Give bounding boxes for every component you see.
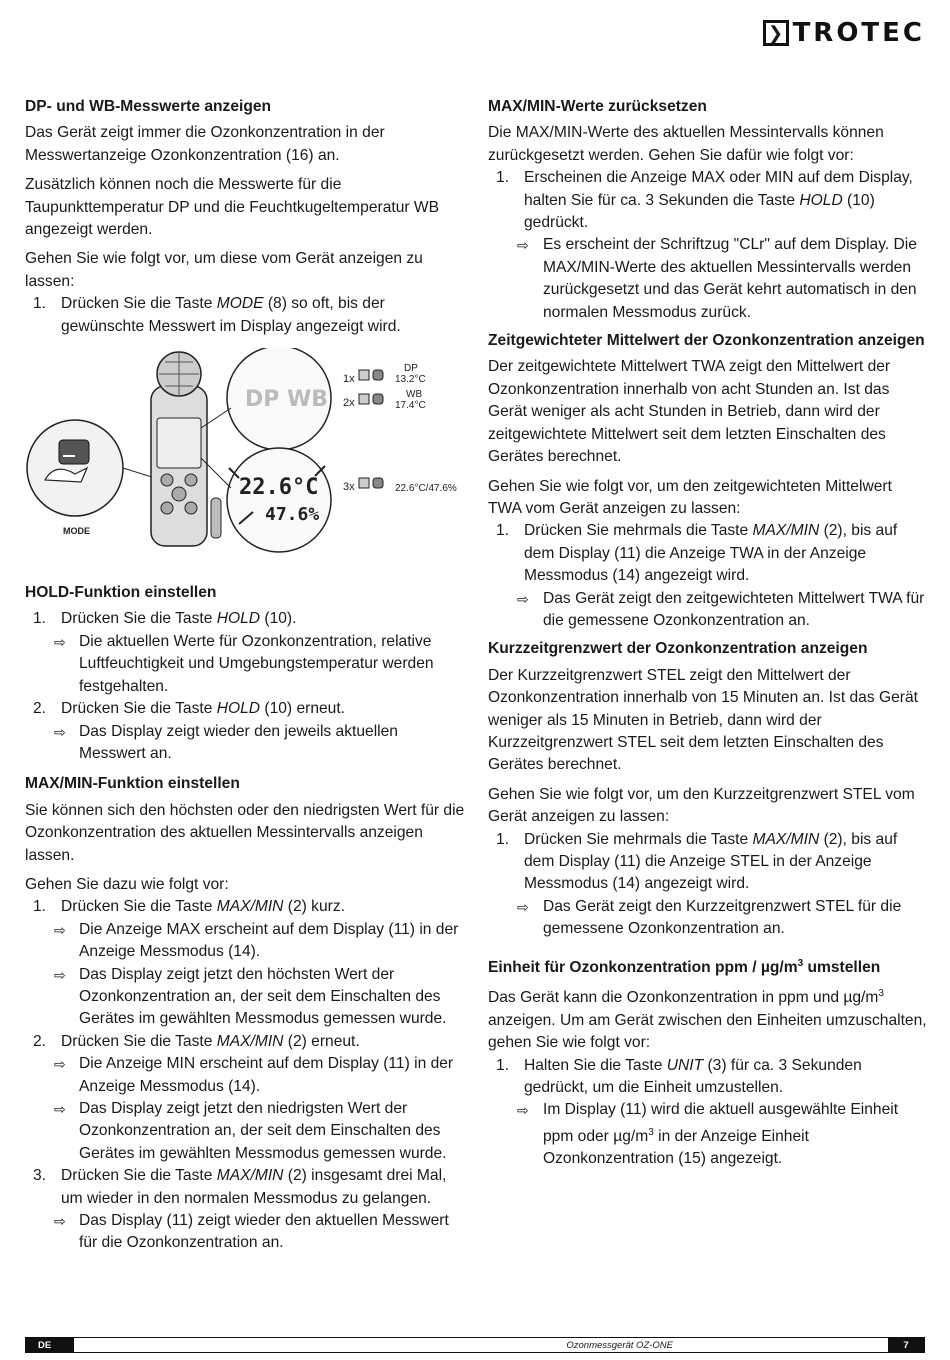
paragraph: Der Kurzzeitgrenzwert STEL zeigt den Mittelwert der Ozonkonzentration innerhalb von 15 Minuten an. Ist das Gerät weniger als 15 Minuten in Betrieb, dann wird der Kurzzeitgrenzwert STEL seit dem letzten Einschalten des Gerätes berechnet. xyxy=(488,666,918,774)
step-item xyxy=(488,167,928,234)
arrow-right-outline-icon: ⇨ xyxy=(54,966,66,983)
press-count-2: 2x xyxy=(343,397,355,410)
paragraph-text: Das Gerät kann die Ozonkonzentration in ppm und µg/m xyxy=(488,989,879,1007)
title-text: umstellen xyxy=(803,958,881,976)
paragraph: Der zeitgewichtete Mittelwert TWA zeigt den Mittelwert der Ozonkonzentration innerhalb von acht Stunden an. Ist das Gerät weniger als acht Stunden in Betrieb, dann wird der zeitgewichtete Mittelwert seit dem letzten Einschalten des Gerätes berechnet. xyxy=(488,358,891,466)
key-name: MAX/MIN xyxy=(216,1167,284,1185)
arrow-right-outline-icon: ⇨ xyxy=(517,237,529,254)
paragraph: Die MAX/MIN-Werte des aktuellen Messintervalls können zurückgesetzt werden. Gehen Sie dafür wie folgt vor: xyxy=(488,124,884,164)
section-title-unit xyxy=(488,953,928,980)
step-text: (2) insgesamt drei Mal, um wieder in den normalen Messmodus zu gelangen. xyxy=(61,1167,447,1207)
result-item xyxy=(25,919,465,964)
key-name: HOLD xyxy=(799,191,843,209)
press-icons xyxy=(359,370,383,488)
step-text: Drücken Sie mehrmals die Taste xyxy=(524,830,753,848)
step-text: Erscheinen die Anzeige MAX oder MIN auf dem Display, halten Sie für ca. 3 Sekunden die Taste xyxy=(524,169,913,209)
arrow-right-outline-icon: ⇨ xyxy=(54,633,66,650)
key-name: MAX/MIN xyxy=(752,522,820,540)
key-name: UNIT xyxy=(666,1056,704,1074)
device-figure xyxy=(25,348,465,568)
press-count-1: 1x xyxy=(343,373,355,386)
step-item xyxy=(488,829,928,896)
result-item xyxy=(488,896,928,941)
superscript: 3 xyxy=(878,988,884,1000)
step-number: 2. xyxy=(33,700,47,718)
result-item xyxy=(25,631,465,698)
result-item xyxy=(25,721,465,766)
step-text: (2), bis auf dem Display (11) die Anzeige TWA in der Anzeige Messmodus (14) angezeigt wird. xyxy=(524,522,898,585)
right-column xyxy=(488,96,928,1171)
paragraph: Gehen Sie wie folgt vor, um diese vom Gerät anzeigen zu lassen: xyxy=(25,250,423,290)
step-item xyxy=(488,520,928,587)
step-text: (10) erneut. xyxy=(260,700,346,718)
section-title-hold: HOLD-Funktion einstellen xyxy=(25,584,217,602)
arrow-right-outline-icon: ⇨ xyxy=(54,1213,66,1230)
result-text: Das Display zeigt jetzt den niedrigsten Wert der Ozonkonzentration an, der seit dem Einschalten des Gerätes im gewählten Messmodus gemessen wurde. xyxy=(79,1100,447,1162)
svg-text:47.6%: 47.6% xyxy=(265,504,320,526)
result-item xyxy=(488,234,928,324)
step-item xyxy=(25,1165,465,1210)
step-number: 3. xyxy=(33,1167,47,1185)
paragraph: Zusätzlich können noch die Messwerte für die Taupunkttemperatur DP und die Feuchtkugeltemperatur WB angezeigt werden. xyxy=(25,176,440,239)
result-item xyxy=(25,1210,465,1255)
step-text: Drücken Sie die Taste xyxy=(61,1167,217,1185)
step-item xyxy=(25,293,465,338)
arrow-right-outline-icon: ⇨ xyxy=(54,1101,66,1117)
section-title-twa: Zeitgewichteter Mittelwert der Ozonkonzentration anzeigen xyxy=(488,332,925,350)
step-text: Drücken Sie die Taste xyxy=(61,610,217,628)
result-text: Das Display zeigt wieder den jeweils aktuellen Messwert an. xyxy=(79,722,398,762)
paragraph: Gehen Sie dazu wie folgt vor: xyxy=(25,875,229,893)
key-name: MAX/MIN xyxy=(752,830,820,848)
step-text: (10). xyxy=(260,610,297,628)
step-item xyxy=(488,1055,928,1100)
result-item xyxy=(488,588,928,633)
arrow-right-outline-icon: ⇨ xyxy=(517,590,529,607)
step-text: (2) erneut. xyxy=(283,1032,360,1050)
result-text: Das Display zeigt jetzt den höchsten Wert der Ozonkonzentration an, der seit dem Einschalten des Gerätes im gewählten Messmodus gemessen wurde. xyxy=(79,965,447,1028)
step-number: 1. xyxy=(496,1056,510,1074)
paragraph: Das Gerät zeigt immer die Ozonkonzentration in der Messwertanzeige Ozonkonzentration (16) an. xyxy=(25,124,385,164)
result-item xyxy=(25,964,465,1031)
title-text: Einheit für Ozonkonzentration ppm / µg/m xyxy=(488,958,798,976)
step-number: 1. xyxy=(33,295,47,313)
section-title-stel: Kurzzeitgrenzwert der Ozonkonzentration anzeigen xyxy=(488,640,868,658)
wb-label: WB xyxy=(406,389,423,401)
step-item xyxy=(25,698,465,720)
step-number: 2. xyxy=(33,1032,47,1050)
result-text: Die Anzeige MIN erscheint auf dem Display (11) in der Anzeige Messmodus (14). xyxy=(79,1055,454,1095)
arrow-right-outline-icon: ⇨ xyxy=(54,1056,66,1073)
page-footer xyxy=(25,1337,925,1353)
step-number: 1. xyxy=(496,830,510,848)
step-item xyxy=(25,896,465,918)
step-text: (2) kurz. xyxy=(283,898,345,916)
page-number: 7 xyxy=(888,1338,924,1352)
zoom-display-text: DP WB xyxy=(245,387,329,413)
arrow-right-outline-icon: ⇨ xyxy=(517,1102,529,1119)
superscript: 3 xyxy=(648,1126,654,1138)
step-text: Drücken Sie die Taste xyxy=(61,1032,217,1050)
document-title: Ozonmessgerät OZ-ONE xyxy=(566,1339,673,1351)
step-text: (2), bis auf dem Display (11) die Anzeige STEL in der Anzeige Messmodus (14) angezeigt wird. xyxy=(524,830,898,893)
step-text: Drücken Sie mehrmals die Taste xyxy=(524,522,753,540)
temp-humidity-value: 22.6°C/47.6% xyxy=(395,483,457,495)
result-text: Das Gerät zeigt den Kurzzeitgrenzwert STEL für die gemessene Ozonkonzentration an. xyxy=(543,897,902,938)
result-text: Die Anzeige MAX erscheint auf dem Display (11) in der Anzeige Messmodus (14). xyxy=(79,920,459,961)
mode-label: MODE xyxy=(63,526,90,537)
brand-name: TROTEC xyxy=(792,18,925,48)
result-item xyxy=(488,1099,928,1170)
step-text: (3) für ca. 3 Sekunden gedrückt, um die Einheit umzustellen. xyxy=(524,1056,862,1097)
paragraph xyxy=(488,983,928,1054)
arrow-right-outline-icon: ⇨ xyxy=(54,921,66,938)
press-count-3: 3x xyxy=(343,481,355,494)
key-name: MAX/MIN xyxy=(216,1032,284,1050)
trotec-logo xyxy=(763,18,925,48)
result-item xyxy=(25,1053,465,1098)
key-name: MODE xyxy=(216,295,264,313)
step-text: (8) so oft, bis der gewünschte Messwert im Display angezeigt wird. xyxy=(61,295,401,335)
step-number: 1. xyxy=(33,610,47,628)
superscript: 3 xyxy=(797,957,804,969)
result-text: Die aktuellen Werte für Ozonkonzentration, relative Luftfeuchtigkeit und Umgebungstemperatur werden festgehalten. xyxy=(79,632,434,695)
paragraph-text: anzeigen. Um am Gerät zwischen den Einheiten umzuschalten, gehen Sie wie folgt vor: xyxy=(488,1011,927,1052)
result-item xyxy=(25,1098,465,1165)
result-text: Es erscheint der Schriftzug "CLr" auf dem Display. Die MAX/MIN-Werte des aktuellen Messintervalls werden zurückgesetzt und das Gerät kehrt automatisch in den normalen Messmodus zurück. xyxy=(543,236,917,321)
section-title-reset: MAX/MIN-Werte zurücksetzen xyxy=(488,98,707,115)
section-title-dp-wb: DP- und WB-Messwerte anzeigen xyxy=(25,98,272,115)
step-text: Drücken Sie die Taste xyxy=(61,898,217,916)
language-code: DE xyxy=(26,1338,74,1352)
svg-text:22.6°C: 22.6°C xyxy=(239,475,319,501)
paragraph: Gehen Sie wie folgt vor, um den Kurzzeitgrenzwert STEL vom Gerät anzeigen zu lassen: xyxy=(488,785,915,826)
dp-value: 13.2°C xyxy=(395,374,426,386)
key-name: HOLD xyxy=(216,700,261,718)
paragraph: Gehen Sie wie folgt vor, um den zeitgewichteten Mittelwert TWA vom Gerät anzeigen zu lassen: xyxy=(488,477,892,517)
step-text: Halten Sie die Taste xyxy=(524,1056,667,1074)
step-number: 1. xyxy=(33,898,47,916)
result-text: Im Display (11) wird die aktuell ausgewählte Einheit ppm oder µg/m xyxy=(543,1101,899,1146)
left-column xyxy=(25,96,465,1255)
key-name: MAX/MIN xyxy=(216,898,284,916)
step-text: Drücken Sie die Taste xyxy=(61,295,217,313)
step-text: Drücken Sie die Taste xyxy=(61,700,217,718)
step-item xyxy=(25,1031,465,1053)
paragraph: Sie können sich den höchsten oder den niedrigsten Wert für die Ozonkonzentration des aktuellen Messintervalls anzeigen lassen. xyxy=(25,801,465,864)
result-text: Das Gerät zeigt den zeitgewichteten Mittelwert TWA für die gemessene Ozonkonzentration an. xyxy=(543,589,925,629)
step-item xyxy=(25,608,465,630)
step-text: (10) gedrückt. xyxy=(524,191,875,232)
step-number: 1. xyxy=(496,522,510,540)
arrow-right-outline-icon: ⇨ xyxy=(517,898,529,915)
wb-value: 17.4°C xyxy=(395,400,426,412)
key-name: HOLD xyxy=(216,610,261,628)
step-number: 1. xyxy=(496,169,510,187)
result-text: Das Display (11) zeigt wieder den aktuellen Messwert für die Ozonkonzentration an. xyxy=(79,1212,449,1252)
logo-chevron-icon: ❯ xyxy=(763,20,789,46)
arrow-right-outline-icon: ⇨ xyxy=(54,723,66,740)
section-title-maxmin: MAX/MIN-Funktion einstellen xyxy=(25,775,240,793)
result-text: in der Anzeige Einheit Ozonkonzentration (15) angezeigt. xyxy=(543,1128,809,1168)
dp-label: DP xyxy=(404,363,418,375)
